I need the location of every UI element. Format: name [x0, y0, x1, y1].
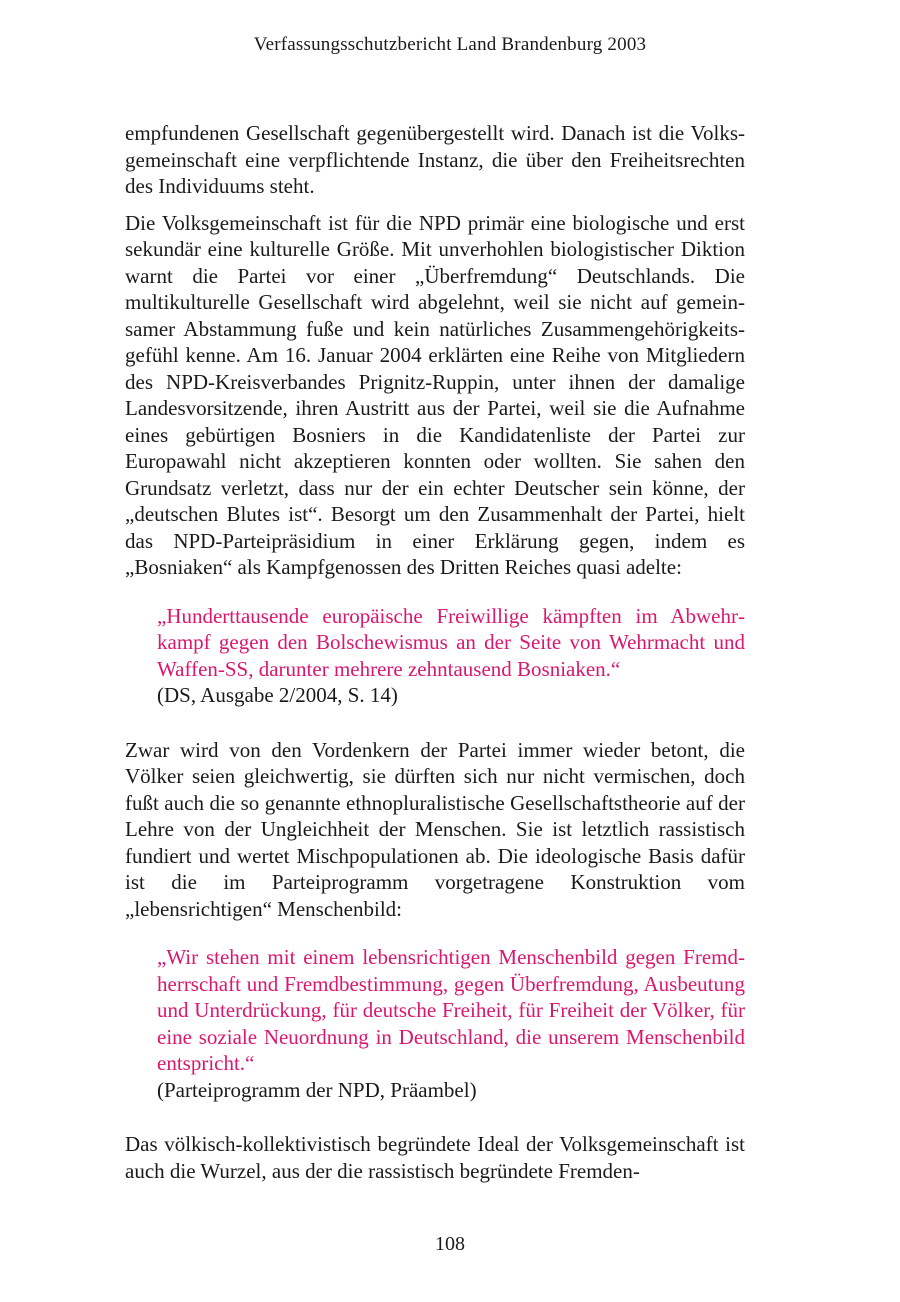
paragraph-1: empfundenen Gesellschaft gegenübergestellt wird. Danach ist die Volksgemeinschaft eine verpflichtende Instanz, die über den Freiheitsrechten des Individuums steht.	[125, 121, 745, 198]
quote-text-1: „Hunderttausende europäische Freiwillige kämpften im Abwehrkampf gegen den Bolschewismus an der Seite von Wehrmacht und Waffen-SS, darunter mehrere zehntausend Bosniaken.“	[157, 603, 745, 681]
paragraph-2: Die Volksgemeinschaft ist für die NPD primär eine biologische und erst sekundär eine kulturelle Größe. Mit unverhohlen biologistischer Diktion warnt die Partei vor einer „Überfremdung“ Deutschlands. Die multikulturelle Gesellschaft wird abgelehnt, weil sie nicht auf gemeinsamer Abstammung fuße und kein natürliches Zusammengehörigkeitsgefühl kenne. Am 16. Januar 2004 erklärten eine Reihe von Mitgliedern des NPD-Kreisverbandes Prignitz-Ruppin, unter ihnen der damalige Landesvorsitzende, ihren Austritt aus der Partei, weil sie die Aufnahme eines gebürtigen Bosniers in die Kandidatenliste der Partei zur Europawahl nicht akzeptieren konnten oder wollten. Sie sahen den Grundsatz verletzt, dass nur der ein echter Deutscher sein könne, der „deutschen Blutes ist“. Besorgt um den Zusammenhalt der Partei, hielt das NPD-Parteipräsidium in einer Erklärung gegen, indem es „Bosniaken“ als Kampfgenossen des Dritten Reiches quasi adelte:	[125, 210, 745, 579]
quote-source-2: (Parteiprogramm der NPD, Präambel)	[157, 1077, 477, 1102]
running-header: Verfassungsschutzbericht Land Brandenburg 2003	[253, 34, 647, 55]
quote-text-2: „Wir stehen mit einem lebensrichtigen Menschenbild gegen Fremdherrschaft und Fremdbestimmung, gegen Überfremdung, Ausbeutung und Unterdrückung, für deutsche Freiheit, für Freiheit der Völker, für eine soziale Neuordnung in Deutschland, die unserem Menschenbild entspricht.“	[157, 945, 745, 1075]
body-text	[125, 120, 745, 1184]
paragraph-4: Das völkisch-kollektivistisch begründete Ideal der Volksgemeinschaft ist auch die Wurzel, aus der die rassistisch begründete Fremden-	[125, 1132, 745, 1183]
quote-block-2	[157, 944, 745, 1103]
page-number: 108	[435, 1233, 465, 1255]
quote-source-1: (DS, Ausgabe 2/2004, S. 14)	[157, 683, 398, 707]
paragraph-3: Zwar wird von den Vordenkern der Partei immer wieder betont, die Völker seien gleichwertig, sie dürften sich nur nicht vermischen, doch fußt auch die so genannte ethnopluralistische Gesellschaftstheorie auf der Lehre von der Ungleichheit der Menschen. Sie ist letztlich rassistisch fundiert und wertet Mischpopulationen ab. Die ideologische Basis dafür ist die im Parteiprogramm vorgetragene Konstruktion vom „lebensrichtigen“ Menschenbild:	[125, 737, 745, 921]
quote-block-1	[157, 603, 745, 709]
